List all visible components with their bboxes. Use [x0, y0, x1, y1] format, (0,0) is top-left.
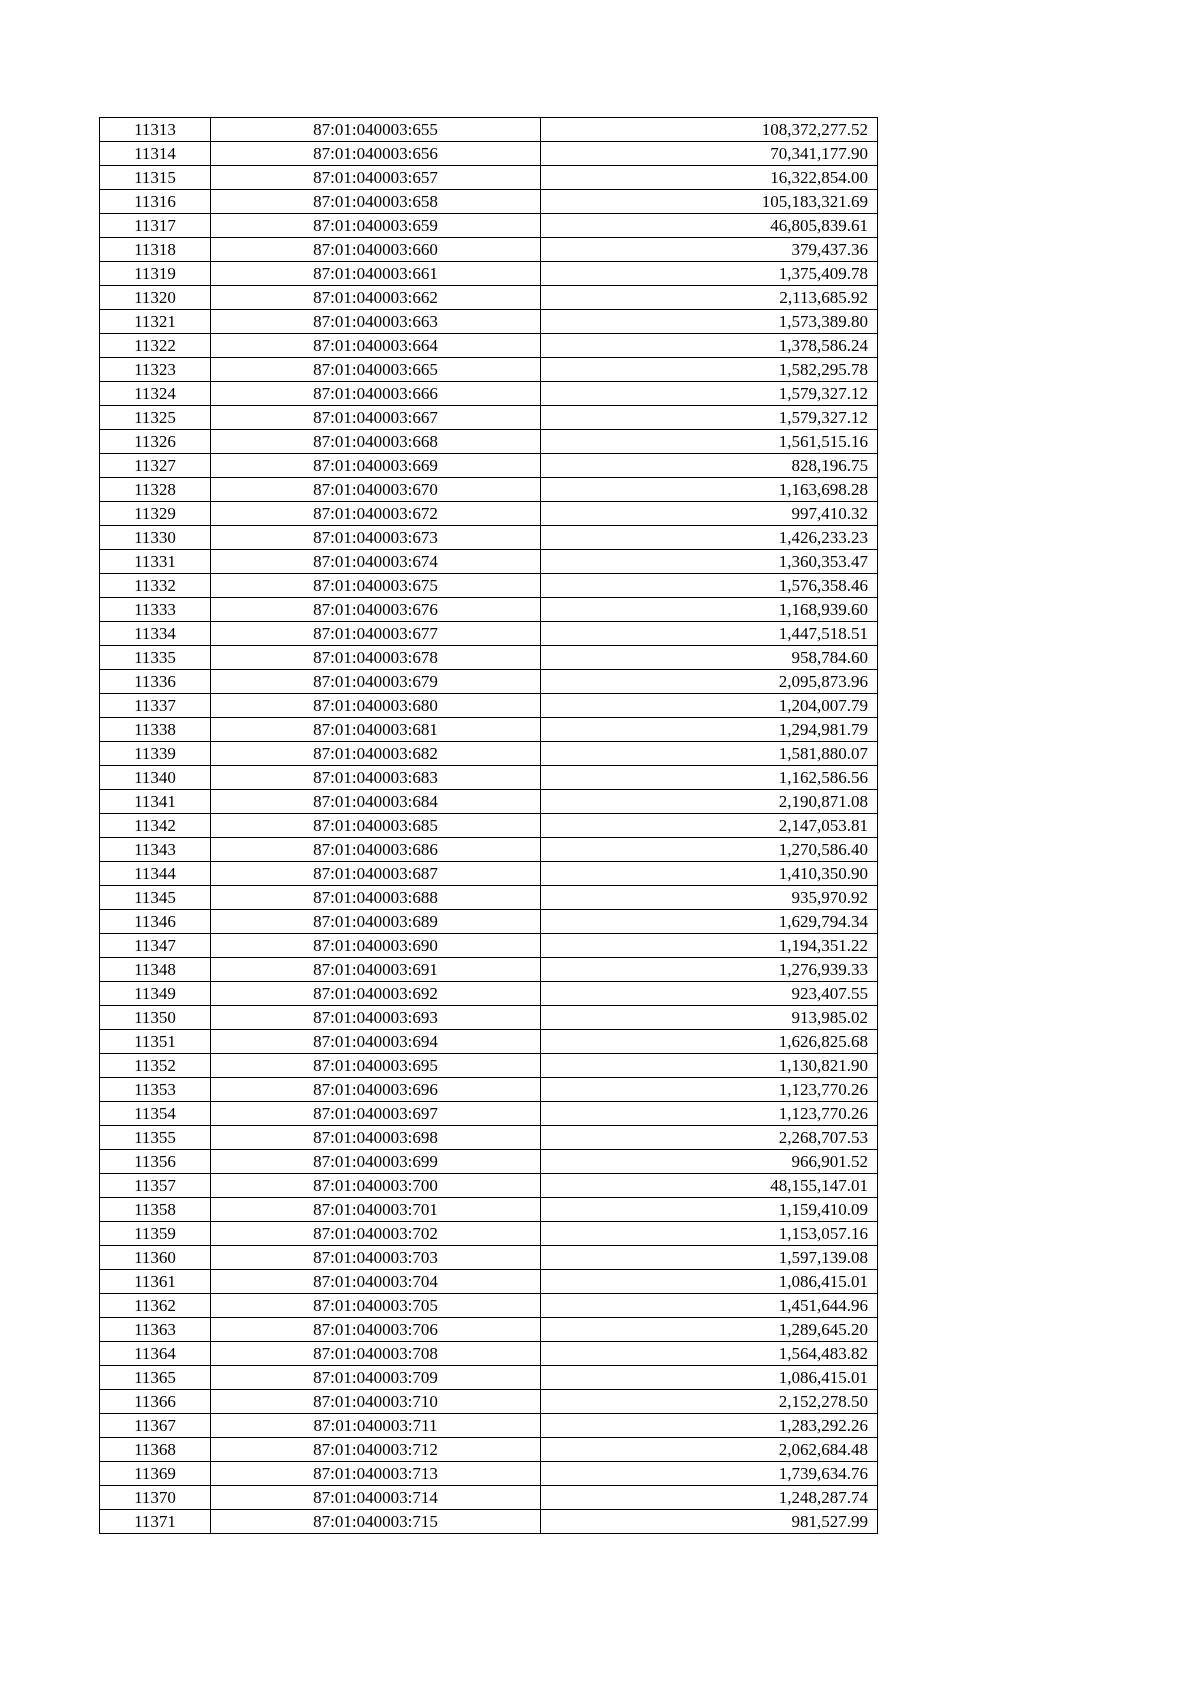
cadastral-number-cell: 87:01:040003:696 [211, 1078, 541, 1102]
row-number-cell: 11354 [100, 1102, 211, 1126]
cadastral-number-cell: 87:01:040003:706 [211, 1318, 541, 1342]
value-cell: 1,123,770.26 [541, 1078, 878, 1102]
value-cell: 1,270,586.40 [541, 838, 878, 862]
value-cell: 1,276,939.33 [541, 958, 878, 982]
value-cell: 997,410.32 [541, 502, 878, 526]
value-cell: 1,579,327.12 [541, 382, 878, 406]
table-row [100, 646, 878, 670]
value-cell: 1,626,825.68 [541, 1030, 878, 1054]
value-cell: 2,095,873.96 [541, 670, 878, 694]
table-row [100, 862, 878, 886]
cadastral-number-cell: 87:01:040003:702 [211, 1222, 541, 1246]
cadastral-number-cell: 87:01:040003:678 [211, 646, 541, 670]
cadastral-number-cell: 87:01:040003:677 [211, 622, 541, 646]
table-row [100, 334, 878, 358]
value-cell: 1,597,139.08 [541, 1246, 878, 1270]
cadastral-number-cell: 87:01:040003:712 [211, 1438, 541, 1462]
row-number-cell: 11356 [100, 1150, 211, 1174]
cadastral-number-cell: 87:01:040003:669 [211, 454, 541, 478]
cadastral-number-cell: 87:01:040003:656 [211, 142, 541, 166]
table-row [100, 1270, 878, 1294]
table-row [100, 454, 878, 478]
row-number-cell: 11329 [100, 502, 211, 526]
cadastral-number-cell: 87:01:040003:697 [211, 1102, 541, 1126]
row-number-cell: 11351 [100, 1030, 211, 1054]
cadastral-number-cell: 87:01:040003:685 [211, 814, 541, 838]
value-cell: 2,113,685.92 [541, 286, 878, 310]
value-cell: 2,268,707.53 [541, 1126, 878, 1150]
row-number-cell: 11317 [100, 214, 211, 238]
cadastral-number-cell: 87:01:040003:680 [211, 694, 541, 718]
value-cell: 1,426,233.23 [541, 526, 878, 550]
cadastral-number-cell: 87:01:040003:684 [211, 790, 541, 814]
row-number-cell: 11361 [100, 1270, 211, 1294]
value-cell: 1,163,698.28 [541, 478, 878, 502]
table-row [100, 1438, 878, 1462]
table-row [100, 190, 878, 214]
table-row [100, 358, 878, 382]
cadastral-number-cell: 87:01:040003:660 [211, 238, 541, 262]
cadastral-number-cell: 87:01:040003:672 [211, 502, 541, 526]
table-row [100, 1342, 878, 1366]
row-number-cell: 11334 [100, 622, 211, 646]
table-row [100, 1294, 878, 1318]
table-row [100, 430, 878, 454]
row-number-cell: 11341 [100, 790, 211, 814]
value-cell: 935,970.92 [541, 886, 878, 910]
table-row [100, 1414, 878, 1438]
table-row [100, 1222, 878, 1246]
value-cell: 1,130,821.90 [541, 1054, 878, 1078]
cadastral-number-cell: 87:01:040003:658 [211, 190, 541, 214]
table-row [100, 286, 878, 310]
value-cell: 2,147,053.81 [541, 814, 878, 838]
table-row [100, 622, 878, 646]
value-cell: 828,196.75 [541, 454, 878, 478]
value-cell: 1,378,586.24 [541, 334, 878, 358]
value-cell: 1,159,410.09 [541, 1198, 878, 1222]
cadastral-number-cell: 87:01:040003:701 [211, 1198, 541, 1222]
value-cell: 1,576,358.46 [541, 574, 878, 598]
value-cell: 1,123,770.26 [541, 1102, 878, 1126]
value-cell: 105,183,321.69 [541, 190, 878, 214]
cadastral-number-cell: 87:01:040003:714 [211, 1486, 541, 1510]
value-cell: 108,372,277.52 [541, 118, 878, 142]
value-cell: 1,410,350.90 [541, 862, 878, 886]
row-number-cell: 11350 [100, 1006, 211, 1030]
table-row [100, 1006, 878, 1030]
row-number-cell: 11369 [100, 1462, 211, 1486]
row-number-cell: 11332 [100, 574, 211, 598]
row-number-cell: 11338 [100, 718, 211, 742]
row-number-cell: 11349 [100, 982, 211, 1006]
cadastral-number-cell: 87:01:040003:705 [211, 1294, 541, 1318]
cadastral-number-cell: 87:01:040003:679 [211, 670, 541, 694]
table-row [100, 766, 878, 790]
row-number-cell: 11333 [100, 598, 211, 622]
row-number-cell: 11353 [100, 1078, 211, 1102]
table-row [100, 1174, 878, 1198]
row-number-cell: 11359 [100, 1222, 211, 1246]
cadastral-number-cell: 87:01:040003:692 [211, 982, 541, 1006]
row-number-cell: 11343 [100, 838, 211, 862]
table-row [100, 1510, 878, 1534]
table-row [100, 1030, 878, 1054]
cadastral-number-cell: 87:01:040003:657 [211, 166, 541, 190]
table-row [100, 742, 878, 766]
cadastral-number-cell: 87:01:040003:713 [211, 1462, 541, 1486]
table-row [100, 1390, 878, 1414]
cadastral-number-cell: 87:01:040003:699 [211, 1150, 541, 1174]
row-number-cell: 11355 [100, 1126, 211, 1150]
value-cell: 2,062,684.48 [541, 1438, 878, 1462]
table-row [100, 1486, 878, 1510]
table-row [100, 694, 878, 718]
row-number-cell: 11335 [100, 646, 211, 670]
table-row [100, 598, 878, 622]
value-cell: 913,985.02 [541, 1006, 878, 1030]
cadastral-number-cell: 87:01:040003:682 [211, 742, 541, 766]
row-number-cell: 11344 [100, 862, 211, 886]
cadastral-number-cell: 87:01:040003:711 [211, 1414, 541, 1438]
table-row [100, 382, 878, 406]
row-number-cell: 11326 [100, 430, 211, 454]
cadastral-number-cell: 87:01:040003:659 [211, 214, 541, 238]
value-cell: 1,573,389.80 [541, 310, 878, 334]
table-row [100, 910, 878, 934]
cadastral-number-cell: 87:01:040003:667 [211, 406, 541, 430]
cadastral-number-cell: 87:01:040003:690 [211, 934, 541, 958]
table-row [100, 526, 878, 550]
row-number-cell: 11348 [100, 958, 211, 982]
row-number-cell: 11321 [100, 310, 211, 334]
value-cell: 1,289,645.20 [541, 1318, 878, 1342]
value-cell: 1,579,327.12 [541, 406, 878, 430]
value-cell: 1,451,644.96 [541, 1294, 878, 1318]
value-cell: 1,153,057.16 [541, 1222, 878, 1246]
table-row [100, 790, 878, 814]
table-row [100, 1366, 878, 1390]
table-row [100, 1054, 878, 1078]
row-number-cell: 11315 [100, 166, 211, 190]
table-row [100, 814, 878, 838]
table-row [100, 406, 878, 430]
row-number-cell: 11347 [100, 934, 211, 958]
cadastral-number-cell: 87:01:040003:708 [211, 1342, 541, 1366]
value-cell: 1,248,287.74 [541, 1486, 878, 1510]
cadastral-number-cell: 87:01:040003:710 [211, 1390, 541, 1414]
value-cell: 2,190,871.08 [541, 790, 878, 814]
cadastral-number-cell: 87:01:040003:698 [211, 1126, 541, 1150]
cadastral-number-cell: 87:01:040003:694 [211, 1030, 541, 1054]
row-number-cell: 11323 [100, 358, 211, 382]
row-number-cell: 11363 [100, 1318, 211, 1342]
value-cell: 1,360,353.47 [541, 550, 878, 574]
table-row [100, 1198, 878, 1222]
cadastral-number-cell: 87:01:040003:664 [211, 334, 541, 358]
value-cell: 1,168,939.60 [541, 598, 878, 622]
value-cell: 1,194,351.22 [541, 934, 878, 958]
value-cell: 46,805,839.61 [541, 214, 878, 238]
row-number-cell: 11320 [100, 286, 211, 310]
table-row [100, 238, 878, 262]
cadastral-number-cell: 87:01:040003:700 [211, 1174, 541, 1198]
value-cell: 966,901.52 [541, 1150, 878, 1174]
value-cell: 1,204,007.79 [541, 694, 878, 718]
row-number-cell: 11346 [100, 910, 211, 934]
value-cell: 1,162,586.56 [541, 766, 878, 790]
row-number-cell: 11362 [100, 1294, 211, 1318]
table-row [100, 118, 878, 142]
row-number-cell: 11340 [100, 766, 211, 790]
row-number-cell: 11366 [100, 1390, 211, 1414]
row-number-cell: 11327 [100, 454, 211, 478]
value-cell: 958,784.60 [541, 646, 878, 670]
row-number-cell: 11325 [100, 406, 211, 430]
value-cell: 48,155,147.01 [541, 1174, 878, 1198]
value-cell: 981,527.99 [541, 1510, 878, 1534]
cadastral-number-cell: 87:01:040003:693 [211, 1006, 541, 1030]
row-number-cell: 11331 [100, 550, 211, 574]
cadastral-number-cell: 87:01:040003:688 [211, 886, 541, 910]
table-row [100, 142, 878, 166]
value-cell: 1,739,634.76 [541, 1462, 878, 1486]
row-number-cell: 11339 [100, 742, 211, 766]
row-number-cell: 11319 [100, 262, 211, 286]
value-cell: 1,582,295.78 [541, 358, 878, 382]
value-cell: 16,322,854.00 [541, 166, 878, 190]
row-number-cell: 11314 [100, 142, 211, 166]
table-row [100, 1126, 878, 1150]
row-number-cell: 11357 [100, 1174, 211, 1198]
value-cell: 1,447,518.51 [541, 622, 878, 646]
row-number-cell: 11336 [100, 670, 211, 694]
cadastral-number-cell: 87:01:040003:687 [211, 862, 541, 886]
value-cell: 1,564,483.82 [541, 1342, 878, 1366]
row-number-cell: 11316 [100, 190, 211, 214]
value-cell: 1,086,415.01 [541, 1270, 878, 1294]
row-number-cell: 11342 [100, 814, 211, 838]
cadastral-number-cell: 87:01:040003:661 [211, 262, 541, 286]
row-number-cell: 11367 [100, 1414, 211, 1438]
value-cell: 923,407.55 [541, 982, 878, 1006]
row-number-cell: 11337 [100, 694, 211, 718]
table-row [100, 1078, 878, 1102]
value-cell: 1,561,515.16 [541, 430, 878, 454]
row-number-cell: 11345 [100, 886, 211, 910]
value-cell: 1,294,981.79 [541, 718, 878, 742]
cadastral-number-cell: 87:01:040003:703 [211, 1246, 541, 1270]
cadastral-number-cell: 87:01:040003:675 [211, 574, 541, 598]
row-number-cell: 11324 [100, 382, 211, 406]
table-row [100, 958, 878, 982]
cadastral-number-cell: 87:01:040003:704 [211, 1270, 541, 1294]
value-cell: 2,152,278.50 [541, 1390, 878, 1414]
table-row [100, 502, 878, 526]
table-row [100, 214, 878, 238]
table-row [100, 1102, 878, 1126]
row-number-cell: 11318 [100, 238, 211, 262]
value-cell: 1,375,409.78 [541, 262, 878, 286]
cadastral-number-cell: 87:01:040003:686 [211, 838, 541, 862]
cadastral-number-cell: 87:01:040003:665 [211, 358, 541, 382]
cadastral-number-cell: 87:01:040003:662 [211, 286, 541, 310]
cadastral-number-cell: 87:01:040003:670 [211, 478, 541, 502]
row-number-cell: 11371 [100, 1510, 211, 1534]
table-row [100, 166, 878, 190]
cadastral-number-cell: 87:01:040003:666 [211, 382, 541, 406]
cadastral-number-cell: 87:01:040003:691 [211, 958, 541, 982]
cadastral-number-cell: 87:01:040003:668 [211, 430, 541, 454]
row-number-cell: 11328 [100, 478, 211, 502]
row-number-cell: 11322 [100, 334, 211, 358]
cadastral-number-cell: 87:01:040003:681 [211, 718, 541, 742]
cadastral-number-cell: 87:01:040003:676 [211, 598, 541, 622]
cadastral-number-cell: 87:01:040003:674 [211, 550, 541, 574]
table-row [100, 1462, 878, 1486]
table-row [100, 718, 878, 742]
table-row [100, 262, 878, 286]
table-row [100, 310, 878, 334]
cadastral-number-cell: 87:01:040003:663 [211, 310, 541, 334]
table-row [100, 934, 878, 958]
row-number-cell: 11368 [100, 1438, 211, 1462]
cadastral-value-table [99, 117, 878, 1534]
row-number-cell: 11313 [100, 118, 211, 142]
value-cell: 1,086,415.01 [541, 1366, 878, 1390]
cadastral-number-cell: 87:01:040003:673 [211, 526, 541, 550]
table-row [100, 1150, 878, 1174]
value-cell: 1,283,292.26 [541, 1414, 878, 1438]
cadastral-number-cell: 87:01:040003:655 [211, 118, 541, 142]
table-row [100, 1318, 878, 1342]
value-cell: 1,581,880.07 [541, 742, 878, 766]
table-row [100, 574, 878, 598]
cadastral-number-cell: 87:01:040003:715 [211, 1510, 541, 1534]
row-number-cell: 11360 [100, 1246, 211, 1270]
table-row [100, 1246, 878, 1270]
row-number-cell: 11358 [100, 1198, 211, 1222]
table-row [100, 886, 878, 910]
table-row [100, 982, 878, 1006]
row-number-cell: 11352 [100, 1054, 211, 1078]
table-row [100, 670, 878, 694]
cadastral-number-cell: 87:01:040003:695 [211, 1054, 541, 1078]
cadastral-number-cell: 87:01:040003:689 [211, 910, 541, 934]
table-row [100, 550, 878, 574]
row-number-cell: 11330 [100, 526, 211, 550]
value-cell: 70,341,177.90 [541, 142, 878, 166]
row-number-cell: 11364 [100, 1342, 211, 1366]
table-body [100, 118, 878, 1534]
row-number-cell: 11370 [100, 1486, 211, 1510]
value-cell: 379,437.36 [541, 238, 878, 262]
value-cell: 1,629,794.34 [541, 910, 878, 934]
table-row [100, 838, 878, 862]
cadastral-number-cell: 87:01:040003:709 [211, 1366, 541, 1390]
cadastral-number-cell: 87:01:040003:683 [211, 766, 541, 790]
table-row [100, 478, 878, 502]
row-number-cell: 11365 [100, 1366, 211, 1390]
